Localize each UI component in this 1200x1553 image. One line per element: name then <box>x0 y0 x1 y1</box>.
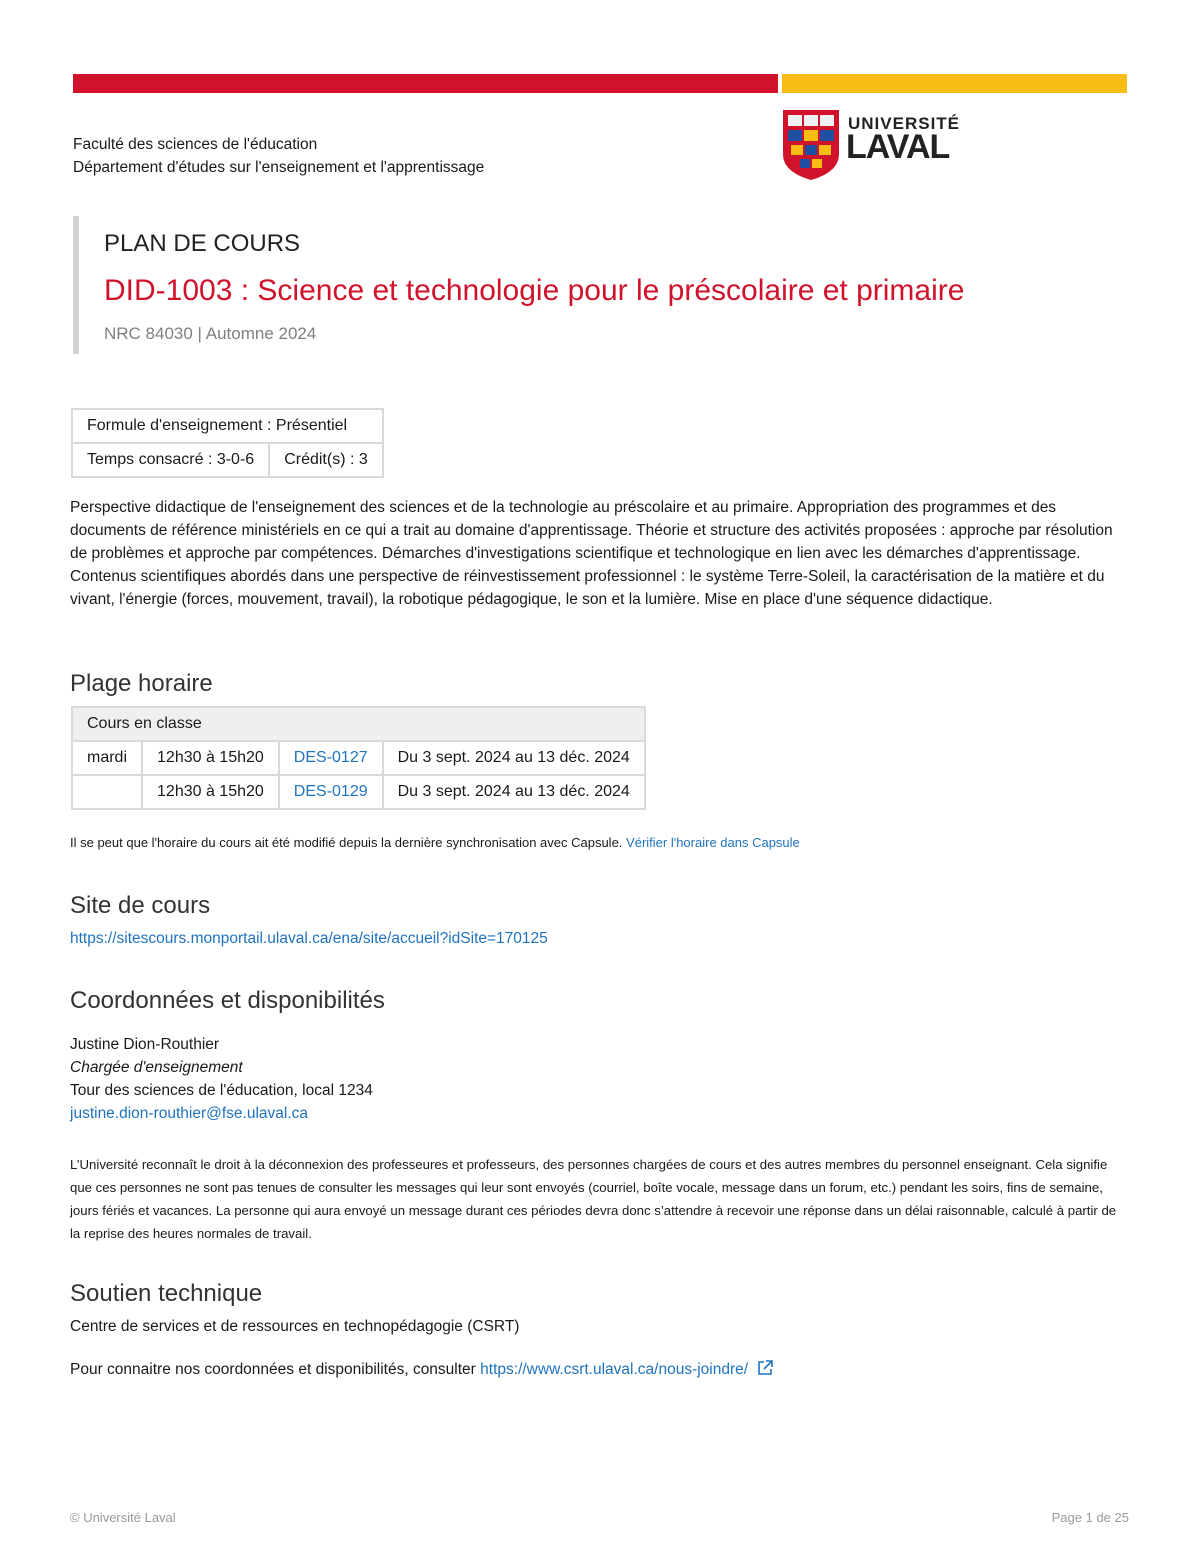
course-title: DID-1003 : Science et technologie pour le préscolaire et primaire <box>104 274 965 307</box>
schedule-note <box>70 835 800 850</box>
course-title-block <box>73 216 1098 354</box>
course-meta: NRC 84030 | Automne 2024 <box>104 324 317 343</box>
table-row <box>72 741 645 775</box>
contact-heading: Coordonnées et disponibilités <box>70 987 385 1014</box>
support-heading: Soutien technique <box>70 1280 263 1307</box>
schedule-note-text: Il se peut que l'horaire du cours ait été modifié depuis la dernière synchronisation avec Capsule. <box>70 835 623 850</box>
schedule-day: mardi <box>72 741 142 775</box>
header-red-bar <box>73 74 778 93</box>
site-heading: Site de cours <box>70 892 211 919</box>
instructor-office: Tour des sciences de l'éducation, local 1234 <box>70 1082 373 1099</box>
schedule-time: 12h30 à 15h20 <box>142 741 279 775</box>
schedule-time: 12h30 à 15h20 <box>142 775 279 809</box>
header-yellow-bar <box>782 74 1127 93</box>
support-center: Centre de services et de ressources en technopédagogie (CSRT) <box>70 1318 520 1335</box>
teaching-formula: Formule d'enseignement : Présentiel <box>72 409 383 443</box>
schedule-day <box>72 775 142 809</box>
time-allocation: Temps consacré : 3-0-6 <box>72 443 269 477</box>
support-contact-line <box>70 1359 774 1379</box>
capsule-link[interactable]: Vérifier l'horaire dans Capsule <box>626 835 800 850</box>
room-link[interactable]: DES-0127 <box>293 749 368 766</box>
footer-copyright: © Université Laval <box>70 1510 176 1525</box>
support-link[interactable]: https://www.csrt.ulaval.ca/nous-joindre/ <box>480 1361 749 1378</box>
coat-of-arms-icon <box>781 108 841 182</box>
disconnection-notice: L’Université reconnaît le droit à la déconnexion des professeures et professeurs, des personnes chargées de cours et des autres membres du personnel enseignant. Cela signifie que ces personnes ne sont pas tenues de consulter les messages qui leur sont envoyés (courriel, boîte vocale, message dans un forum, etc.) pendant les soirs, fins de semaine, jours fériés et vacances. La personne qui aura envoyé un message durant ces périodes devra donc s’attendre à recevoir une réponse dans un délai raisonnable, calculé à partir de la reprise des heures normales de travail. <box>70 1157 1117 1241</box>
logo-text-universite: UNIVERSITÉ <box>848 114 961 133</box>
schedule-dates: Du 3 sept. 2024 au 13 déc. 2024 <box>383 775 645 809</box>
room-link[interactable]: DES-0129 <box>293 783 368 800</box>
schedule-table <box>71 706 646 810</box>
course-site-link[interactable]: https://sitescours.monportail.ulaval.ca/ena/site/accueil?idSite=170125 <box>70 930 548 947</box>
schedule-heading: Plage horaire <box>70 670 213 697</box>
course-info-table <box>71 408 384 478</box>
instructor-name: Justine Dion-Routhier <box>70 1036 220 1053</box>
footer-page-number: Page 1 de 25 <box>1051 1510 1129 1525</box>
external-link-icon[interactable] <box>756 1359 774 1377</box>
course-description: Perspective didactique de l'enseignement des sciences et de la technologie au préscolaire et au primaire. Appropriation des programmes et des documents de référence ministériels en ce qui a trait au domaine d'apprentissage. Théorie et structure des activités proposées : approche par résolution de problèmes et approche par compétences. Démarches d'investigations scientifique et technologique en lien avec les démarches d'apprentissage. Contenus scientifiques abordés dans une perspective de réinvestissement professionnel : le système Terre-Soleil, la caractérisation de la matière et du vivant, l'énergie (forces, mouvement, travail), la robotique pédagogique, le son et la lumière. Mise en place d'une séquence didactique. <box>70 499 1113 608</box>
contact-block <box>70 1033 373 1125</box>
instructor-role: Chargée d'enseignement <box>70 1059 243 1076</box>
support-text: Pour connaitre nos coordonnées et disponibilités, consulter <box>70 1361 476 1378</box>
faculty-name: Faculté des sciences de l'éducation <box>73 136 318 153</box>
department-name: Département d'études sur l'enseignement et l'apprentissage <box>73 159 485 176</box>
faculty-block <box>73 133 484 179</box>
schedule-dates: Du 3 sept. 2024 au 13 déc. 2024 <box>383 741 645 775</box>
instructor-email-link[interactable]: justine.dion-routhier@fse.ulaval.ca <box>70 1105 309 1122</box>
schedule-table-header: Cours en classe <box>72 707 645 741</box>
table-row <box>72 775 645 809</box>
plan-title: PLAN DE COURS <box>104 230 301 257</box>
university-logo <box>781 108 961 184</box>
credits: Crédit(s) : 3 <box>269 443 383 477</box>
logo-text-laval: LAVAL <box>846 128 950 166</box>
